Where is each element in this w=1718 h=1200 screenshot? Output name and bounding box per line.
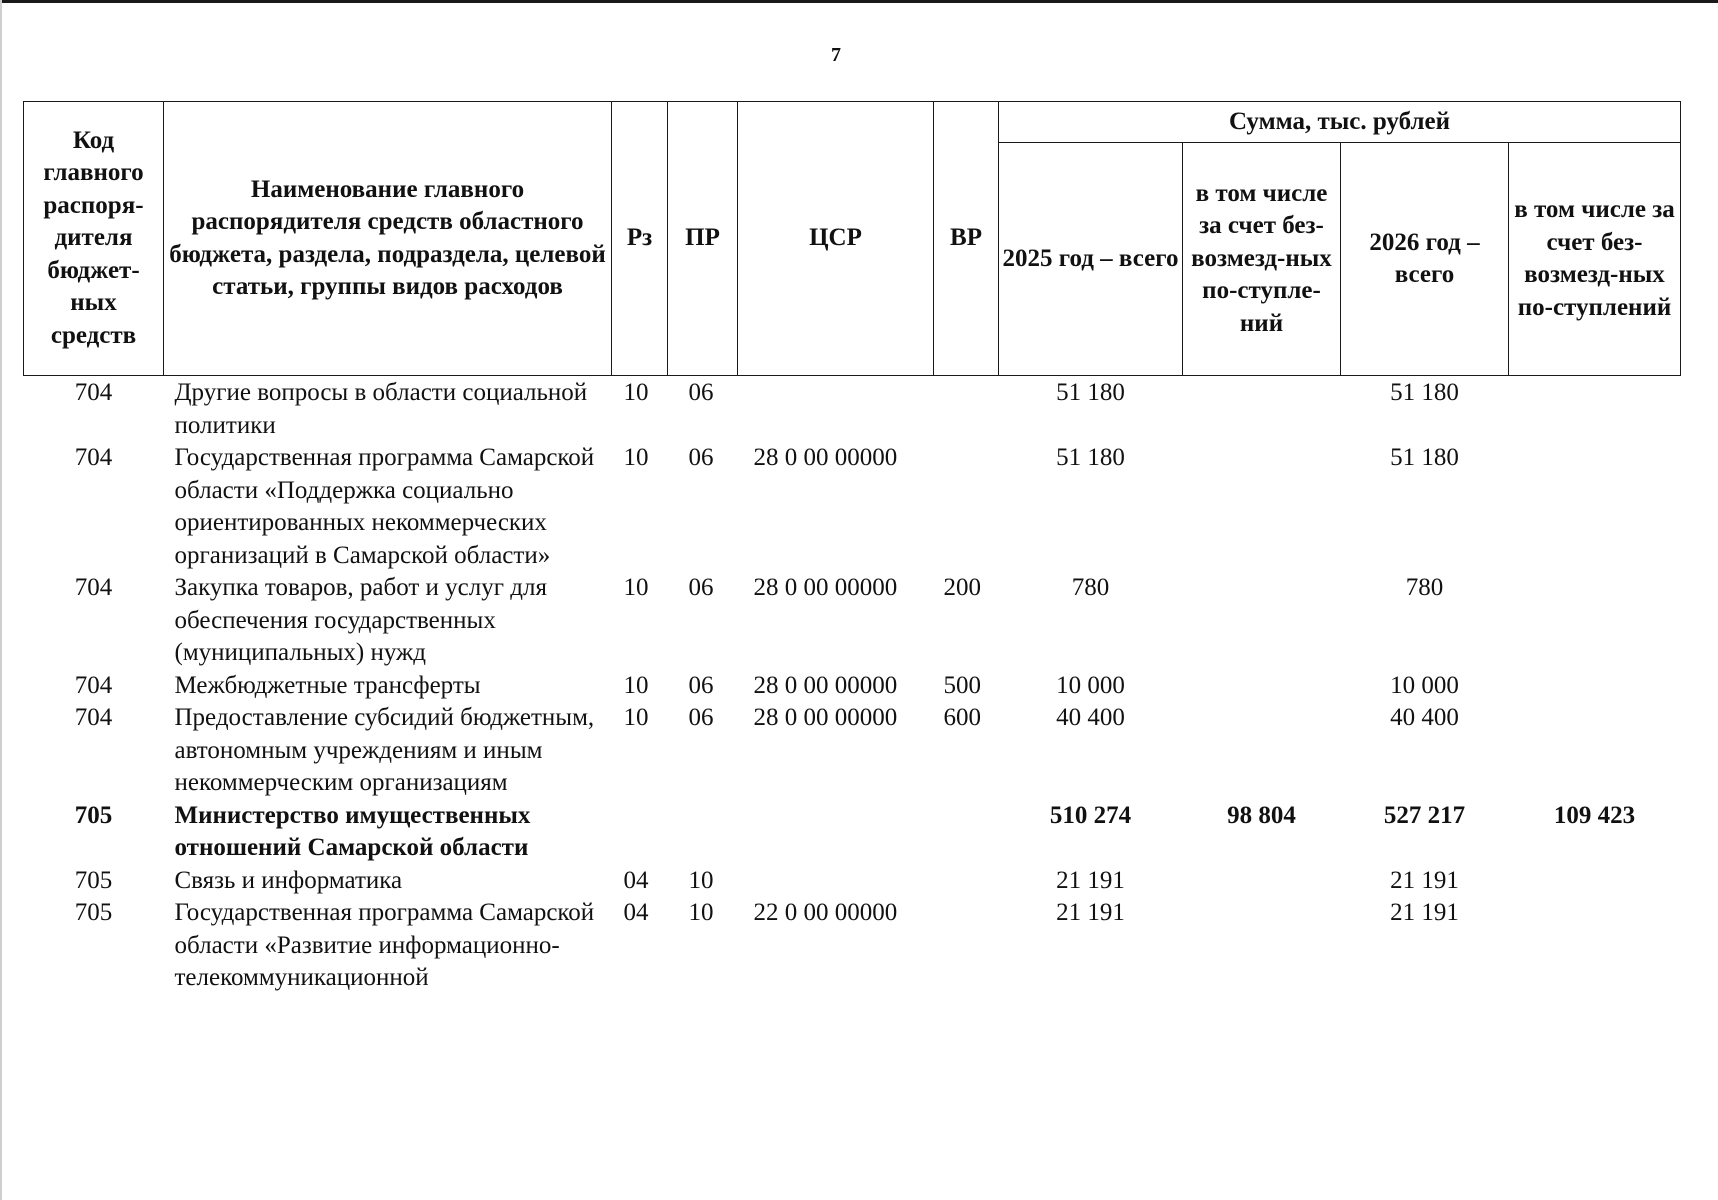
table-body — [24, 376, 1681, 995]
cell-rz: 10 — [623, 574, 649, 601]
cell-2026-free — [1509, 865, 1681, 898]
cell-name: Закупка товаров, работ и услуг для обеспечения государственных (муниципальных) нужд — [174, 574, 547, 666]
cell-name: Другие вопросы в области социальной политики — [174, 379, 588, 439]
cell-pr: 06 — [688, 379, 714, 406]
cell-2025-total: 21 191 — [1056, 899, 1125, 926]
cell-code: 704 — [74, 444, 113, 471]
cell-rz: 10 — [623, 379, 649, 406]
header-rz: Рз — [612, 102, 668, 376]
cell-code: 704 — [74, 574, 113, 601]
cell-2026-free — [1509, 897, 1681, 995]
cell-2025-free: 98 804 — [1227, 801, 1296, 829]
cell-csr: 28 0 00 00000 — [753, 704, 898, 731]
cell-2025-free — [1183, 670, 1341, 703]
cell-2025-free — [1183, 702, 1341, 800]
cell-2026-total: 780 — [1405, 574, 1444, 601]
cell-code: 705 — [74, 801, 113, 829]
header-sum-group: Сумма, тыс. рублей — [999, 102, 1681, 143]
table-row — [24, 572, 1681, 670]
cell-2025-free — [1183, 897, 1341, 995]
cell-pr: 06 — [688, 671, 714, 699]
cell-code: 704 — [74, 671, 113, 699]
cell-pr: 10 — [688, 866, 714, 894]
cell-csr: 28 0 00 00000 — [753, 671, 898, 699]
cell-name: Министерство имущественных отношений Самарской области — [174, 801, 531, 861]
cell-2025-free — [1183, 442, 1341, 572]
cell-rz: 04 — [623, 866, 649, 894]
cell-2026-total: 51 180 — [1390, 379, 1459, 406]
table-row — [24, 670, 1681, 703]
header-2026-total: 2026 год – всего — [1341, 143, 1509, 376]
cell-2026-free — [1509, 376, 1681, 443]
page-number: 7 — [831, 44, 841, 66]
cell-name: Связь и информатика — [174, 866, 403, 894]
header-2025-total: 2025 год – всего — [999, 143, 1183, 376]
cell-rz: 04 — [623, 899, 649, 926]
cell-csr: 28 0 00 00000 — [753, 574, 898, 601]
table-row — [24, 865, 1681, 898]
cell-pr: 06 — [688, 574, 714, 601]
cell-rz — [612, 800, 668, 865]
cell-2025-free — [1183, 865, 1341, 898]
cell-code: 704 — [74, 379, 113, 406]
cell-vr — [934, 376, 999, 443]
cell-rz: 10 — [623, 671, 649, 699]
header-2025-free: в том числе за счет без-возмезд-ных по-ступле-ний — [1183, 143, 1341, 376]
header-csr: ЦСР — [738, 102, 934, 376]
cell-code: 705 — [74, 866, 113, 894]
cell-vr — [934, 897, 999, 995]
cell-2025-total: 51 180 — [1056, 444, 1125, 471]
cell-vr — [934, 442, 999, 572]
cell-vr: 200 — [943, 574, 981, 601]
cell-2026-free — [1509, 442, 1681, 572]
table-row-ministry — [24, 800, 1681, 865]
cell-name: Государственная программа Самарской области «Развитие информационно-телекоммуникационной — [174, 899, 595, 991]
cell-vr: 600 — [943, 704, 981, 731]
cell-csr: 28 0 00 00000 — [753, 444, 898, 471]
cell-2025-total: 10 000 — [1056, 671, 1125, 699]
cell-name: Предоставление субсидий бюджетным, автономным учреждениям и иным некоммерческим организациям — [174, 704, 595, 796]
cell-csr: 22 0 00 00000 — [753, 899, 898, 926]
page-left-rule — [0, 0, 2, 1200]
cell-2025-free — [1183, 376, 1341, 443]
cell-2026-free — [1509, 702, 1681, 800]
cell-pr: 10 — [688, 899, 714, 926]
cell-rz: 10 — [623, 444, 649, 471]
cell-2026-total: 527 217 — [1383, 801, 1466, 829]
cell-pr — [668, 800, 738, 865]
table-row — [24, 442, 1681, 572]
cell-2026-free — [1509, 572, 1681, 670]
cell-2025-total: 40 400 — [1056, 704, 1125, 731]
cell-csr — [738, 800, 934, 865]
cell-2025-free — [1183, 572, 1341, 670]
cell-2025-total: 780 — [1071, 574, 1110, 601]
cell-code: 705 — [74, 899, 113, 926]
table-header — [24, 102, 1681, 376]
page-top-rule — [0, 0, 1718, 3]
cell-vr: 500 — [943, 671, 981, 699]
cell-vr — [934, 800, 999, 865]
cell-vr — [934, 865, 999, 898]
header-vr: ВР — [934, 102, 999, 376]
cell-2026-total: 10 000 — [1390, 671, 1459, 699]
table-row — [24, 376, 1681, 443]
header-code: Код главного распоря-дителя бюджет-ных средств — [24, 102, 164, 376]
cell-pr: 06 — [688, 704, 714, 731]
cell-csr — [738, 376, 934, 443]
cell-2025-total: 51 180 — [1056, 379, 1125, 406]
header-2026-free: в том числе за счет без-возмезд-ных по-ступлений — [1509, 143, 1681, 376]
cell-name: Межбюджетные трансферты — [174, 671, 481, 699]
cell-2026-total: 51 180 — [1390, 444, 1459, 471]
cell-2025-total: 510 274 — [1049, 801, 1132, 829]
cell-2026-total: 40 400 — [1390, 704, 1459, 731]
table-row — [24, 702, 1681, 800]
cell-2026-free — [1509, 670, 1681, 703]
cell-2026-free: 109 423 — [1553, 801, 1636, 829]
header-name: Наименование главного распорядителя средств областного бюджета, раздела, подраздела, целевой статьи, группы видов расходов — [164, 102, 612, 376]
table-row — [24, 897, 1681, 995]
budget-table — [23, 101, 1681, 995]
cell-name: Государственная программа Самарской области «Поддержка социально ориентированных некоммерческих организаций в Самарской области» — [174, 444, 595, 569]
cell-pr: 06 — [688, 444, 714, 471]
cell-2025-total: 21 191 — [1056, 866, 1125, 894]
cell-csr — [738, 865, 934, 898]
cell-code: 704 — [74, 704, 113, 731]
header-pr: ПР — [668, 102, 738, 376]
cell-2026-total: 21 191 — [1390, 866, 1459, 894]
cell-rz: 10 — [623, 704, 649, 731]
cell-2026-total: 21 191 — [1390, 899, 1459, 926]
